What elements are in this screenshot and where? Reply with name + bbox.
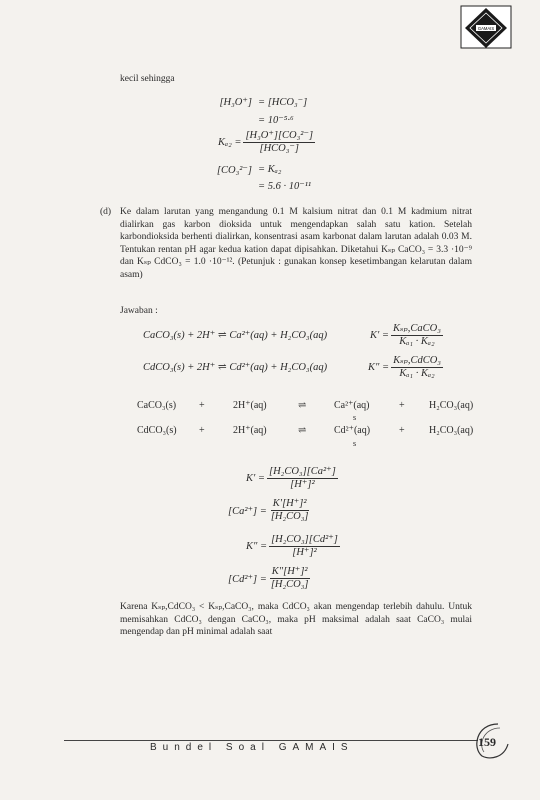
eq-ca-num: K′[H⁺]² [272,498,307,509]
eq2-rhs: = 10⁻⁵·⁶ [258,115,294,126]
k2-expr [368,355,445,380]
eq3-den: [HCO₃⁻] [259,143,300,154]
page-number: 159 [478,735,496,749]
eq-k2-lhs: K″ = [246,541,268,552]
ice2-c1: + [199,425,205,436]
k2-frac [391,355,443,380]
eq-k1 [246,466,340,491]
eq3 [218,130,317,155]
ice2-c0: CdCO₃(s) [137,425,177,436]
eq-ca-frac [269,498,311,523]
eq-cd [228,566,312,591]
eq-cd-den: [H₂CO₃] [270,579,309,590]
eq-ca-den: [H₂CO₃] [270,511,309,522]
eq1-rhs: = [HCO₃⁻] [258,97,308,108]
eq-k2-frac [269,534,340,559]
eq-k2-num: [H₂CO₃][Cd²⁺] [271,534,338,545]
gamais-logo [459,4,513,50]
eq4-rhs: = Kₐ₂ [258,164,282,175]
ice2-c2: 2H⁺(aq) [233,425,267,436]
k1-den: Kₐ₁ · Kₐ₂ [399,336,435,347]
ice1-c4: Ca²⁺(aq) [334,400,370,411]
k1-frac [391,323,443,348]
answer-label: Jawaban : [120,306,158,316]
ice-s-2: s [353,439,357,448]
ice1-c6: H₂CO₃(aq) [429,400,474,411]
conclusion-text: Karena Kₛₚ,CdCO₃ < Kₛₚ,CaCO₃, maka CdCO₃ akan mengendap terlebih dahulu. Untuk memisahkan CdCO₃ dengan CaCO₃, maka pH maksimal adalah saat CaCO₃ mulai mengendap dan pH minimal adalah saat [120,602,472,637]
ice2-c4: Cd²⁺(aq) [334,425,371,436]
eq3-lhs: Kₐ₂ = [218,137,242,148]
eq-k1-den: [H⁺]² [290,479,315,490]
ice1-c0: CaCO₃(s) [137,400,177,411]
ice1-c5: + [399,400,405,411]
k2-num: Kₛₚ,CdCO₃ [393,355,441,366]
eq-cd-frac [269,566,311,591]
eq-cd-num: K″[H⁺]² [271,566,308,577]
ice1-c2: 2H⁺(aq) [233,400,267,411]
eq-ca [228,498,312,523]
eq3-num: [H₃O⁺][CO₃²⁻] [245,130,314,141]
intro-text: kecil sehingga [120,74,175,84]
k2-lhs: K″ = [368,362,390,373]
eq3-frac [243,130,315,155]
k1-num: Kₛₚ,CaCO₃ [393,323,441,334]
ice1-c1: + [199,400,205,411]
eq-k1-frac [267,466,338,491]
k1-expr [370,323,445,348]
k1-lhs: K′ = [370,330,390,341]
eq-k1-num: [H₂CO₃][Ca²⁺] [269,466,336,477]
ice2-c5: + [399,425,405,436]
eq-k2-den: [H⁺]² [292,547,317,558]
reaction-2: CdCO₃(s) + 2H⁺ ⇌ Cd²⁺(aq) + H₂CO₃(aq) [143,362,328,373]
ice2-c3: ⇌ [298,425,307,436]
eq-k1-lhs: K′ = [246,473,266,484]
eq5-rhs: = 5.6 · 10⁻¹¹ [258,181,312,192]
footer-title: Bundel Soal GAMAIS [150,742,354,753]
ice-s-1: s [353,413,357,422]
eq-k2 [246,534,342,559]
reaction-1: CaCO₃(s) + 2H⁺ ⇌ Ca²⁺(aq) + H₂CO₃(aq) [143,330,328,341]
k2-den: Kₐ₁ · Kₐ₂ [399,368,435,379]
question-body: Ke dalam larutan yang mengandung 0.1 M kalsium nitrat dan 0.1 M kadmium nitrat dialirkan gas karbon dioksida untuk mengendapkan salah satu kation. Setelah karbondioksida berhenti dialirkan, konsentrasi asam karbonat dalam larutan adalah 0.03 M. Tentukan rentan pH agar kedua kation dapat dipisahkan. Diketahui Kₛₚ CaCO₃ = 3.3 ·10⁻⁹ dan Kₛₚ CdCO₃ = 1.0 ·10⁻¹². (Petunjuk : gunakan konsep kesetimbangan kelarutan dalam asam) [120,207,472,280]
eq4-lhs: [CO₃²⁻] [216,165,252,176]
eq-ca-lhs: [Ca²⁺] = [228,505,267,517]
question-label: (d) [100,207,112,217]
ice2-c6: H₂CO₃(aq) [429,425,474,436]
ice1-c3: ⇌ [298,400,307,411]
svg-text:GAMAIS: GAMAIS [477,26,495,31]
eq1-lhs: [H₃O⁺] [219,97,252,108]
eq-cd-lhs: [Cd²⁺] = [228,573,267,585]
footer-divider [64,740,478,741]
